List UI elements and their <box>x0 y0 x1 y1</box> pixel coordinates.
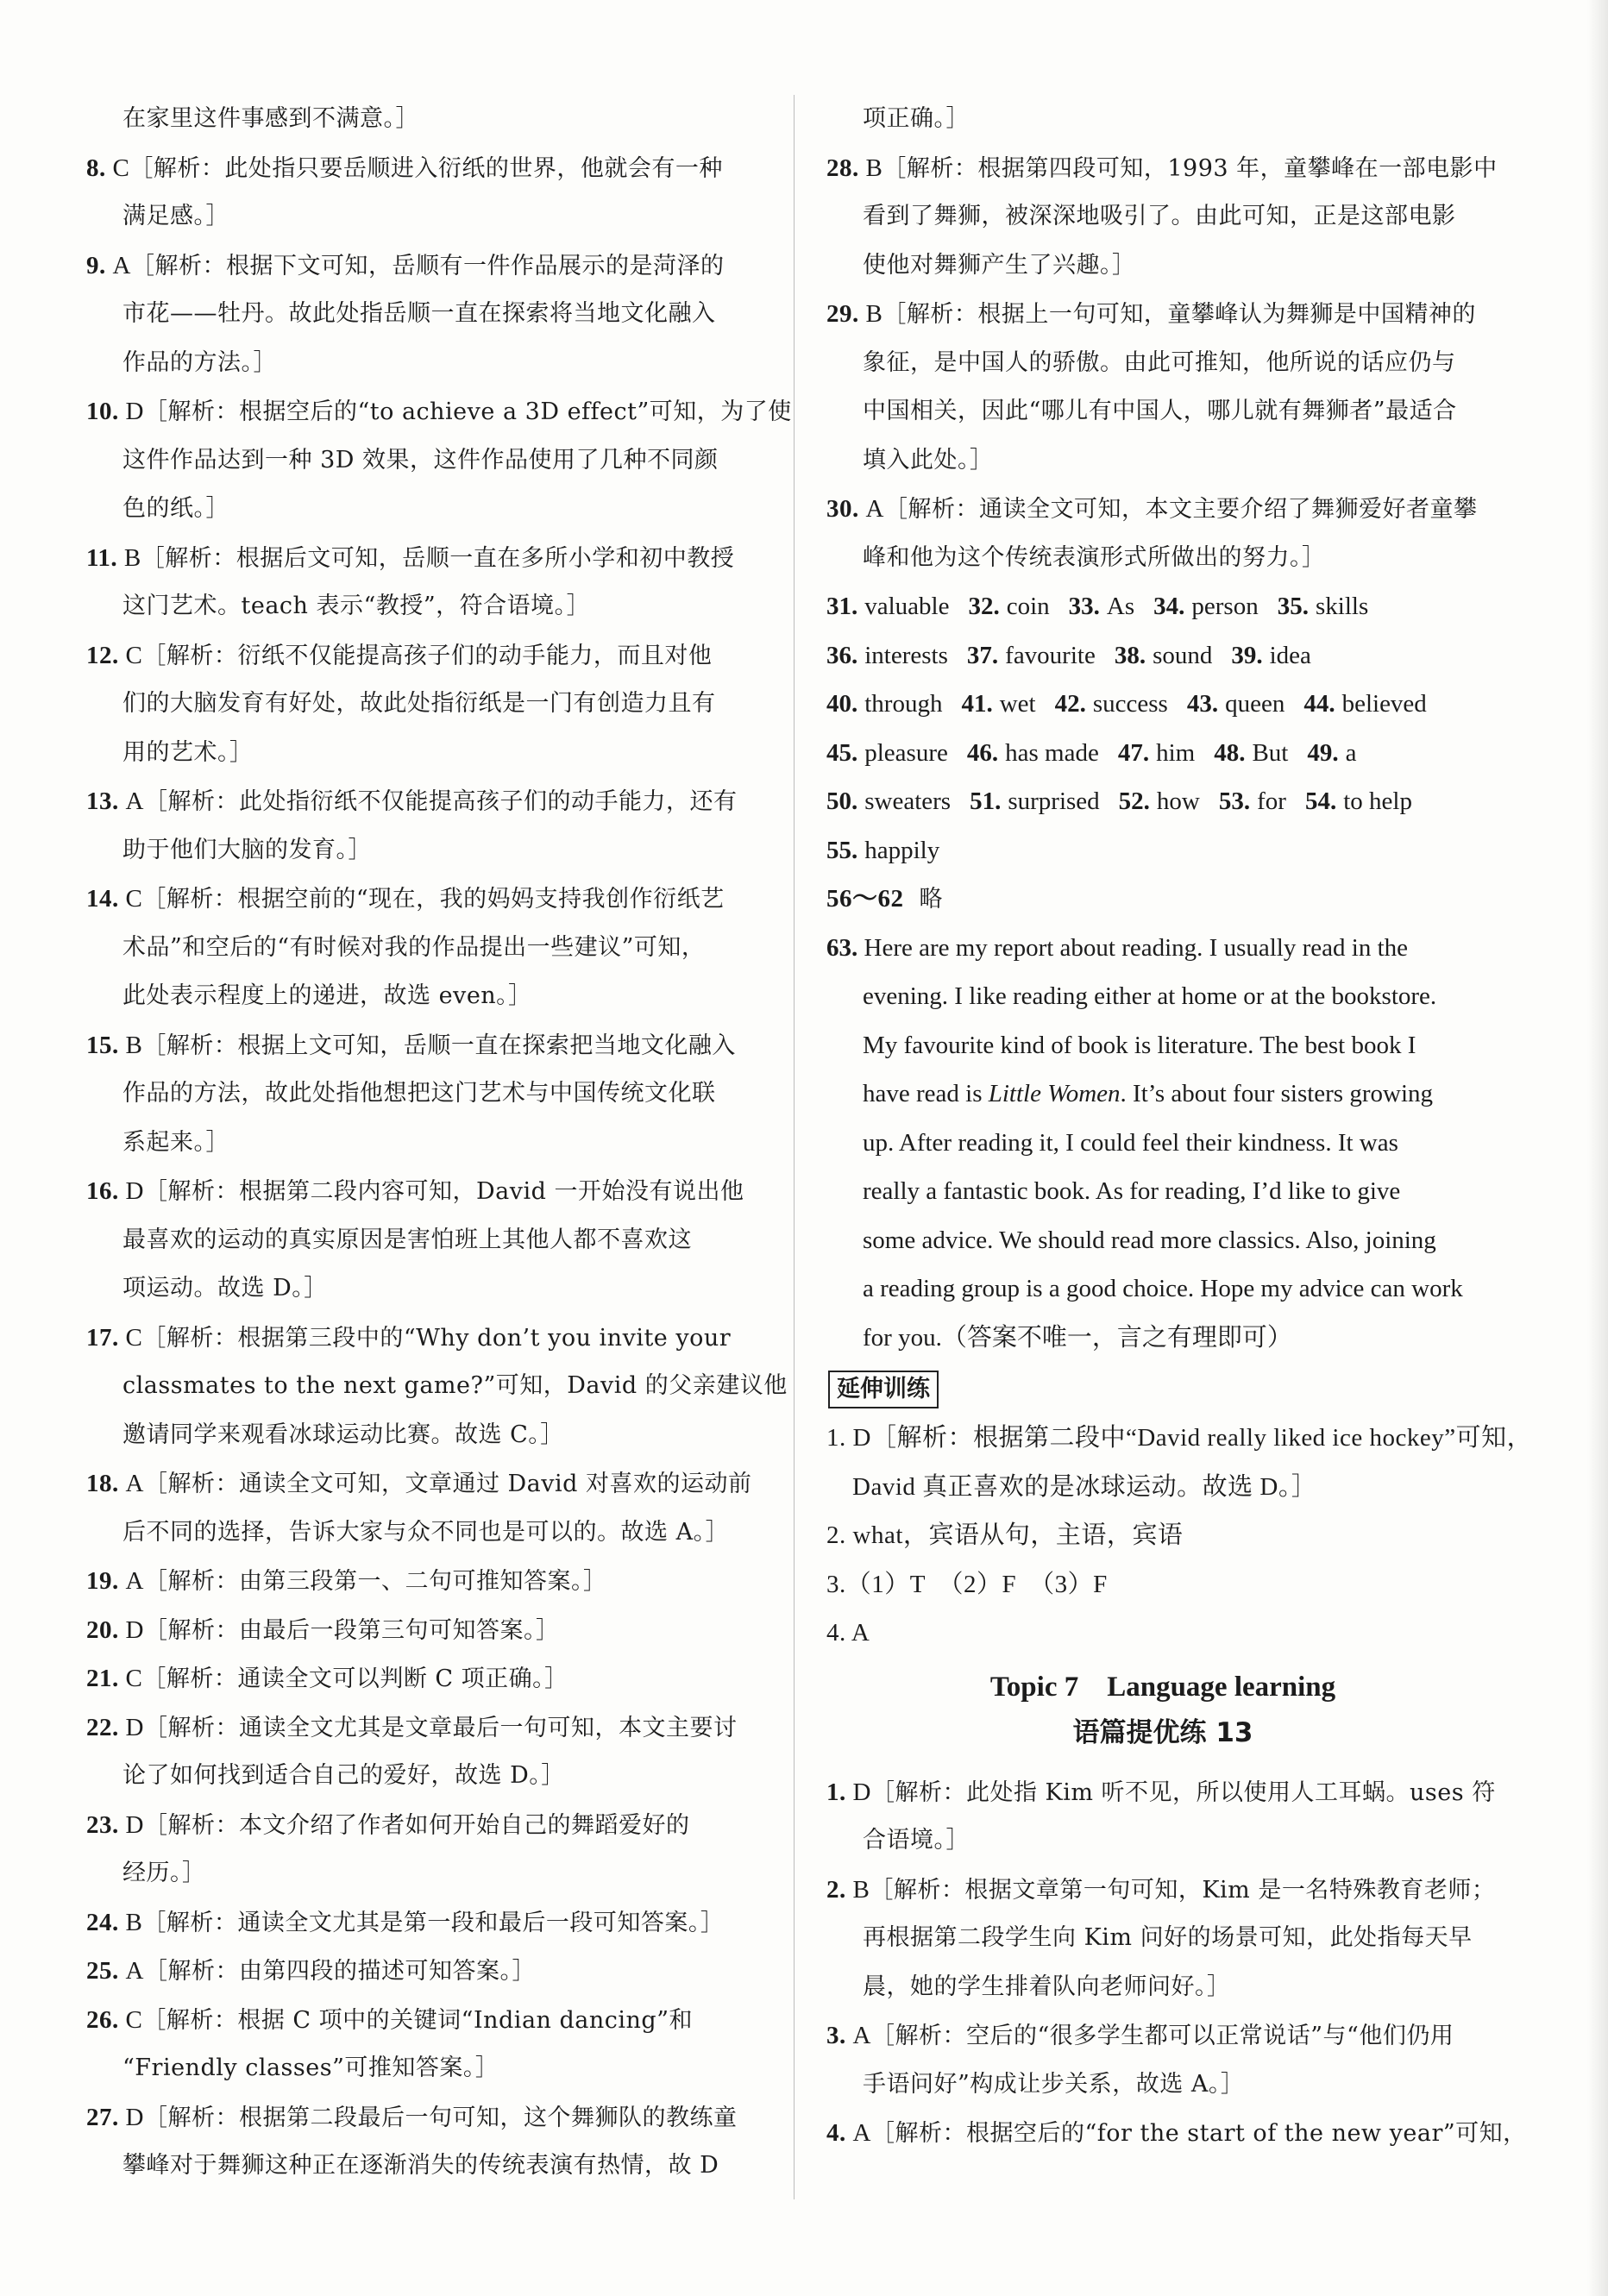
word-answer: 55. happily <box>826 836 940 864</box>
extension-item: 4. A <box>826 1619 870 1647</box>
question-number: 18. <box>86 1470 126 1497</box>
answer-line <box>826 290 1499 339</box>
answer-line <box>86 1947 759 1996</box>
question-number: 14. <box>86 885 126 913</box>
question-number: 3. <box>826 2022 853 2049</box>
extension-item: 2. what，宾语从句，主语，宾语 <box>826 1521 1184 1549</box>
answer-line <box>826 387 1499 436</box>
essay-line: for you.（答案不唯一，言之有理即可） <box>863 1323 1292 1352</box>
answer-letter: A <box>125 787 144 815</box>
essay-line: 63. Here are my report about reading. I usually read in the <box>826 933 1408 962</box>
word-answer: 44. believed <box>1303 690 1427 718</box>
word-answer: 39. idea <box>1231 641 1311 669</box>
answer-line <box>86 1996 759 2045</box>
answer-text: 攀峰对于舞狮这种正在逐渐消失的传统表演有热情，故 D <box>122 2152 719 2179</box>
topic-subtitle: 语篇提优练 13 <box>1072 1716 1253 1748</box>
word-answer-row <box>826 729 1499 778</box>
answer-line <box>826 339 1499 388</box>
extension-answers <box>826 1414 1533 1658</box>
answer-line <box>86 290 759 339</box>
answer-letter: B <box>125 1031 143 1059</box>
answer-line <box>86 144 759 193</box>
answer-text: 填入此处。］ <box>863 446 994 474</box>
question-number: 19. <box>86 1567 126 1595</box>
answer-line <box>86 582 759 631</box>
question-number: 15. <box>86 1031 126 1059</box>
answer-text: “Friendly classes”可推知答案。］ <box>122 2054 499 2081</box>
answer-text: ［解析：由第三段第一、二句可推知答案。］ <box>143 1568 607 1595</box>
answer-text: ［解析：根据空后的“to achieve a 3D effect”可知，为了使 <box>143 398 792 425</box>
question-number: 9. <box>86 251 113 279</box>
answer-text: 色的纸。］ <box>122 495 229 522</box>
answer-text: 市花——牡丹。故此处指岳顺一直在探索将当地文化融入 <box>122 300 716 327</box>
answer-text: 使他对舞狮产生了兴趣。］ <box>863 251 1136 279</box>
answer-line <box>86 1898 759 1948</box>
answer-line <box>86 2142 759 2191</box>
answer-line <box>826 95 1499 144</box>
answer-text: ［解析：通读全文尤其是第一段和最后一段可知答案。］ <box>142 1909 725 1936</box>
word-answer: 33. As <box>1068 593 1135 620</box>
answer-text: ［解析：根据文章第一句可知，Kim 是一名特殊教育老师； <box>870 1876 1496 1904</box>
word-answer: 47. him <box>1117 738 1196 767</box>
answer-letter: C <box>125 641 143 669</box>
answer-text: 术品”和空后的“有时候对我的作品提出一些建议”可知， <box>122 933 706 961</box>
answer-letter: A <box>852 2119 871 2147</box>
answer-text: 系起来。］ <box>122 1128 229 1156</box>
word-answer: 48. But <box>1214 738 1289 767</box>
word-answer-row <box>826 680 1499 729</box>
right-bottom-answers <box>826 1768 1527 2158</box>
left-column <box>86 95 792 2191</box>
question-number: 23. <box>86 1810 126 1839</box>
question-number: 1. <box>826 1778 853 1806</box>
answer-line <box>86 1606 759 1655</box>
answer-line <box>86 777 759 826</box>
word-answer: 40. through <box>826 690 943 718</box>
answer-line <box>86 680 759 729</box>
answer-line <box>826 2109 1527 2158</box>
answer-line <box>826 436 1499 486</box>
question-number: 25. <box>86 1957 126 1985</box>
answer-text: 项运动。故选 D。］ <box>122 1275 328 1302</box>
question-number: 21. <box>86 1665 126 1692</box>
answer-letter: C <box>125 1665 143 1692</box>
word-answer-row <box>826 777 1499 826</box>
answer-text: 最喜欢的运动的真实原因是害怕班上其他人都不喜欢这 <box>122 1226 692 1253</box>
answer-text: ［解析：空后的“很多学生都可以正常说话”与“他们仍用 <box>870 2023 1454 2049</box>
answer-line <box>86 1654 759 1703</box>
answer-line <box>826 1914 1499 1963</box>
answer-line <box>86 387 792 436</box>
answer-text: 在家里这件事感到不满意。］ <box>122 105 419 132</box>
question-number: 30. <box>826 495 866 523</box>
answer-line <box>86 534 759 583</box>
word-answer: 45. pleasure <box>826 738 948 767</box>
essay-line: evening. I like reading either at home or at the bookstore. <box>863 982 1437 1010</box>
answer-text: 中国相关，因此“哪儿有中国人，哪儿就有舞狮者”最适合 <box>863 398 1457 424</box>
answer-text: ［解析：由最后一段第三句可知答案。］ <box>143 1616 560 1644</box>
answer-line <box>86 1264 759 1314</box>
answer-text: ［解析：此处指 Kim 听不见，所以使用人工耳蜗。uses 符 <box>870 1778 1496 1806</box>
answer-line <box>86 1752 759 1801</box>
question-number: 26. <box>86 2005 126 2034</box>
answer-line <box>86 192 759 242</box>
question-number: 29. <box>826 300 866 328</box>
answer-line <box>86 1509 759 1558</box>
answer-line <box>86 485 759 534</box>
answer-line <box>86 242 759 291</box>
answer-text: 助于他们大脑的发育。］ <box>122 836 372 863</box>
answer-line <box>86 1801 759 1850</box>
question-number: 28. <box>826 154 866 182</box>
answer-text: ［解析：根据上一句可知，童攀峰认为舞狮是中国精神的 <box>883 301 1476 328</box>
answer-line <box>826 1963 1499 2012</box>
answer-letter: D <box>125 1713 144 1741</box>
answer-letter: C <box>125 1323 143 1352</box>
answer-letter: A <box>125 1470 144 1497</box>
answer-line <box>86 1557 759 1606</box>
essay-line: My favourite kind of book is literature. The best book I <box>863 1031 1416 1059</box>
answer-line <box>826 242 1499 291</box>
answer-text: ［解析：根据 C 项中的关键词“Indian dancing”和 <box>142 2006 694 2034</box>
answer-line <box>826 485 1499 534</box>
answer-line <box>826 1768 1499 1817</box>
word-answer: 50. sweaters <box>826 787 952 815</box>
answer-text: ［解析：通读全文可知，文章通过 David 对喜欢的运动前 <box>143 1471 752 1497</box>
answer-line <box>86 1167 759 1216</box>
question-number: 4. <box>826 2119 853 2147</box>
answer-letter: D <box>125 1615 144 1644</box>
answer-line <box>86 1703 759 1753</box>
answer-text: 象征，是中国人的骄傲。由此可推知，他所说的话应仍与 <box>863 348 1456 376</box>
answer-line <box>86 1021 759 1070</box>
answer-text: ［解析：本文介绍了作者如何开始自己的舞蹈爱好的 <box>143 1811 690 1839</box>
word-answer: 37. favourite <box>966 641 1096 669</box>
answer-text: ［解析：根据第三段中的“Why don’t you invite your <box>142 1324 732 1352</box>
answer-line <box>86 1362 788 1411</box>
answer-line <box>86 95 759 144</box>
answer-letter: B <box>125 1908 143 1936</box>
extension-item: David 真正喜欢的是冰球运动。故选 D。］ <box>852 1472 1317 1501</box>
answer-text: ［解析：根据第四段可知，1993 年，童攀峰在一部电影中 <box>883 154 1498 182</box>
answer-line <box>86 436 759 486</box>
answer-text: 此处表示程度上的递进，故选 even。］ <box>122 982 532 1009</box>
answer-text: 作品的方法。］ <box>122 348 277 376</box>
answer-line <box>826 2011 1499 2061</box>
essay-line: have read is Little Women. It’s about four sisters growing <box>863 1080 1434 1107</box>
answer-letter: B <box>865 154 883 182</box>
answer-letter: D <box>125 1810 144 1839</box>
answer-text: ［解析：此处指只要岳顺进入衍纸的世界，他就会有一种 <box>129 154 723 182</box>
question-number: 8. <box>86 154 113 182</box>
answer-line <box>86 1119 759 1168</box>
word-answer: 32. coin <box>968 593 1050 620</box>
answer-text: 满足感。］ <box>122 203 229 229</box>
answer-letter: B <box>852 1875 870 1904</box>
answer-text: 峰和他为这个传统表演形式所做出的努力。］ <box>863 543 1326 571</box>
answer-text: ［解析：根据第二段最后一句可知，这个舞狮队的教练童 <box>143 2104 738 2131</box>
skip-line: 56～62 略 <box>826 885 944 913</box>
answer-letter: D <box>125 1177 144 1205</box>
answer-text: 这件作品达到一种 3D 效果，这件作品使用了几种不同颜 <box>122 446 719 474</box>
question-number: 17. <box>86 1323 126 1352</box>
word-answer: 49. a <box>1307 738 1357 767</box>
answer-line <box>826 192 1499 242</box>
answer-text: ［解析：根据后文可知，岳顺一直在多所小学和初中教授 <box>141 544 735 572</box>
answer-line <box>86 924 759 973</box>
answer-line <box>826 2061 1499 2110</box>
answer-line <box>826 1866 1499 1915</box>
page-edge-shadow <box>1587 0 1608 2296</box>
word-answer: 54. to help <box>1304 787 1412 815</box>
answer-text: 用的艺术。］ <box>122 738 254 766</box>
answer-text: ［解析：由第四段的描述可知答案。］ <box>143 1958 536 1985</box>
answer-text: 邀请同学来观看冰球运动比赛。故选 C。］ <box>122 1421 564 1448</box>
answer-text: ［解析：衍纸不仅能提高孩子们的动手能力，而且对他 <box>142 642 713 669</box>
answer-letter: C <box>125 885 143 913</box>
answer-line <box>86 972 759 1021</box>
answer-text: ［解析：根据上文可知，岳顺一直在探索把当地文化融入 <box>142 1032 736 1059</box>
answer-line <box>86 826 759 875</box>
extension-heading: 延伸训练 <box>828 1371 939 1408</box>
answer-letter: A <box>112 251 131 279</box>
answer-text: classmates to the next game?”可知，David 的父亲建议他 <box>122 1372 788 1399</box>
answer-letter: A <box>865 495 884 523</box>
word-answer: 51. surprised <box>970 787 1100 815</box>
question-number: 22. <box>86 1713 126 1741</box>
question-number: 2. <box>826 1875 853 1904</box>
word-answer: 46. has made <box>966 738 1099 767</box>
topic-title: Topic 7 Language learning <box>989 1671 1336 1703</box>
answer-text: 手语问好”构成让步关系，故选 A。］ <box>863 2070 1245 2098</box>
word-answer: 42. success <box>1054 690 1168 718</box>
essay-line: up. After reading it, I could feel their kindness. It was <box>863 1128 1398 1157</box>
answer-text: ［解析：根据空前的“现在，我的妈妈支持我创作衍纸艺 <box>142 886 725 913</box>
answer-text: ［解析：根据空后的“for the start of the new year”可知， <box>870 2120 1527 2147</box>
answer-line <box>86 2093 759 2142</box>
word-answer: 34. person <box>1153 593 1259 620</box>
question-number: 20. <box>86 1615 126 1644</box>
word-answer: 36. interests <box>826 641 948 669</box>
answer-text: 们的大脑发育有好处，故此处指衍纸是一门有创造力且有 <box>122 690 716 717</box>
right-column <box>826 95 1533 2158</box>
book-title: Little Women <box>988 1080 1121 1107</box>
answer-line <box>826 534 1499 583</box>
word-answer: 31. valuable <box>826 593 950 620</box>
answer-line <box>86 1314 759 1363</box>
answer-text: ［解析：通读全文可以判断 C 项正确。］ <box>142 1666 568 1692</box>
question-number: 12. <box>86 641 126 669</box>
essay-answer <box>826 924 1499 1363</box>
word-answer: 38. sound <box>1114 641 1213 669</box>
word-answer: 53. for <box>1218 787 1286 815</box>
question-number: 13. <box>86 787 126 815</box>
answer-text: ［解析：此处指衍纸不仅能提高孩子们的动手能力，还有 <box>143 788 738 815</box>
answer-line <box>826 144 1499 193</box>
question-number: 11. <box>86 543 124 572</box>
answer-line <box>86 1459 759 1509</box>
answer-text: 合语境。］ <box>863 1827 970 1854</box>
extension-item: 1. D［解析：根据第二段中“David really liked ice hockey”可知， <box>826 1424 1533 1452</box>
answer-letter: A <box>125 1567 144 1595</box>
essay-line: really a fantastic book. As for reading, I’d like to give <box>863 1177 1401 1205</box>
answer-text: ［解析：通读全文尤其是文章最后一句可知，本文主要讨 <box>143 1714 738 1741</box>
word-answer: 41. wet <box>961 690 1036 718</box>
answer-line <box>86 1070 759 1119</box>
word-answer-row <box>826 631 1499 681</box>
word-answer: 43. queen <box>1186 690 1285 718</box>
answer-text: 作品的方法，故此处指他想把这门艺术与中国传统文化联 <box>122 1080 716 1107</box>
answer-text: 论了如何找到适合自己的爱好，故选 D。］ <box>122 1762 565 1789</box>
question-number: 10. <box>86 398 126 425</box>
fill-in-answers <box>826 582 1499 875</box>
word-answer-row <box>826 582 1499 631</box>
column-divider <box>794 95 795 2199</box>
answer-text: 经历。］ <box>122 1860 206 1886</box>
answer-text: 后不同的选择，告诉大家与众不同也是可以的。故选 A。］ <box>122 1518 730 1546</box>
answer-line <box>86 1216 759 1265</box>
answer-line <box>86 875 759 924</box>
word-answer: 35. skills <box>1277 593 1369 620</box>
answer-letter: D <box>852 1778 871 1806</box>
answer-text: 项正确。］ <box>863 105 970 132</box>
answer-text: 晨，她的学生排着队向老师问好。］ <box>863 1973 1231 2000</box>
answer-letter: B <box>865 300 883 328</box>
extension-item: 3.（1）T （2）F （3）F <box>826 1570 1108 1598</box>
question-number: 24. <box>86 1908 126 1936</box>
answer-letter: B <box>123 543 141 572</box>
extension-heading-wrap <box>826 1362 1499 1414</box>
answer-text: ［解析：根据第二段内容可知，David 一开始没有说出他 <box>143 1178 744 1205</box>
right-top-answers <box>826 95 1499 582</box>
word-answer: 52. how <box>1118 787 1200 815</box>
answer-line <box>86 2044 759 2093</box>
answer-letter: D <box>125 398 144 425</box>
word-answer-row <box>826 826 1499 875</box>
answer-text: ［解析：通读全文可知，本文主要介绍了舞狮爱好者童攀 <box>883 496 1478 523</box>
answer-text: 看到了舞狮，被深深地吸引了。由此可知，正是这部电影 <box>863 203 1456 229</box>
answer-line <box>86 729 759 778</box>
answer-letter: A <box>125 1957 144 1985</box>
answer-line <box>826 1816 1499 1866</box>
answer-line <box>86 1411 759 1460</box>
answer-line <box>86 339 759 388</box>
answer-letter: A <box>852 2022 871 2049</box>
question-number: 27. <box>86 2103 126 2131</box>
essay-line: some advice. We should read more classics. Also, joining <box>863 1226 1436 1254</box>
answer-letter: C <box>125 2005 143 2034</box>
question-number: 16. <box>86 1177 126 1205</box>
answer-line <box>86 1849 759 1898</box>
answer-text: 再根据第二段学生向 Kim 问好的场景可知，此处指每天早 <box>863 1924 1473 1951</box>
essay-line: a reading group is a good choice. Hope my advice can work <box>863 1275 1463 1302</box>
answer-text: 这门艺术。teach 表示“教授”，符合语境。］ <box>122 593 591 619</box>
answer-line <box>86 631 759 681</box>
answer-letter: D <box>125 2103 144 2131</box>
answer-letter: C <box>112 154 130 182</box>
answer-text: ［解析：根据下文可知，岳顺有一件作品展示的是菏泽的 <box>130 252 725 279</box>
